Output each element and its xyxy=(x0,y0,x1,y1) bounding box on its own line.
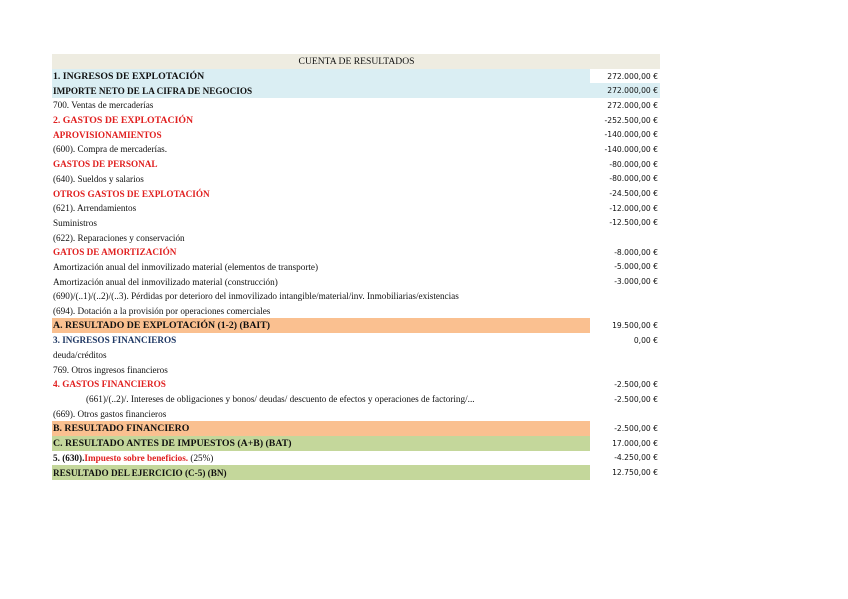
row-value xyxy=(590,304,660,319)
row-value xyxy=(590,348,660,363)
table-row xyxy=(52,216,660,231)
row-value: -2.500,00 € xyxy=(614,424,658,434)
income-statement-table xyxy=(52,54,660,480)
row-value: -8.000,00 € xyxy=(614,247,658,257)
table-row xyxy=(52,465,660,480)
row-label: C. RESULTADO ANTES DE IMPUESTOS (A+B) (BAT) xyxy=(52,436,590,451)
row-value xyxy=(590,230,660,245)
table-title: CUENTA DE RESULTADOS xyxy=(52,54,660,69)
row-label: 769. Otros ingresos financieros xyxy=(53,364,168,375)
row-label: (621). Arrendamientos xyxy=(53,203,137,214)
row-value: -3.000,00 € xyxy=(614,277,658,287)
table-row xyxy=(52,274,660,289)
table-row xyxy=(52,230,660,245)
table-title-row xyxy=(52,54,660,69)
row-value: 272.000,00 € xyxy=(590,83,660,98)
row-label: (661)/(..2)/. Intereses de obligaciones y bonos/ deudas/ descuento de efectos y operaciones de factoring/... xyxy=(86,394,475,405)
row-label: B. RESULTADO FINANCIERO xyxy=(52,421,590,436)
row-value: -12.500,00 € xyxy=(609,218,658,228)
row-value: 17.000,00 € xyxy=(612,438,658,448)
row-label: (622). Reparaciones y conservación xyxy=(53,232,185,243)
table-row xyxy=(52,348,660,363)
row-label: IMPORTE NETO DE LA CIFRA DE NEGOCIOS xyxy=(52,83,590,98)
table-row xyxy=(52,318,660,333)
row-label: A. RESULTADO DE EXPLOTACIÓN (1-2) (BAIT) xyxy=(52,318,590,333)
row-value xyxy=(590,289,660,304)
table-row xyxy=(52,421,660,436)
table-row xyxy=(52,304,660,319)
row-value: -12.000,00 € xyxy=(609,203,658,213)
row-value: -252.500,00 € xyxy=(604,115,658,125)
table-row xyxy=(52,333,660,348)
row-label: 1. INGRESOS DE EXPLOTACIÓN xyxy=(52,69,590,84)
row-value: -2.500,00 € xyxy=(614,394,658,404)
table-row xyxy=(52,186,660,201)
row-value: -140.000,00 € xyxy=(604,144,658,154)
table-row xyxy=(52,451,660,466)
row-label: GASTOS DE PERSONAL xyxy=(53,159,158,170)
row-label: OTROS GASTOS DE EXPLOTACIÓN xyxy=(53,188,210,199)
table-row xyxy=(52,407,660,422)
row-label: (600). Compra de mercaderías. xyxy=(53,144,168,155)
row-label: (690)/(..1)/(..2)/(..3). Pérdidas por deterioro del inmovilizado intangible/material/inv. Inmobiliarias/existencias xyxy=(53,291,459,302)
table-row xyxy=(52,127,660,142)
table-row xyxy=(52,377,660,392)
row-label-suffix: (25%) xyxy=(188,452,214,463)
row-value: 272.000,00 € xyxy=(607,71,658,81)
table-row xyxy=(52,157,660,172)
table-row xyxy=(52,392,660,407)
row-label: 2. GASTOS DE EXPLOTACIÓN xyxy=(53,114,194,126)
table-row xyxy=(52,436,660,451)
row-label: 700. Ventas de mercaderías xyxy=(53,100,154,111)
row-value xyxy=(590,407,660,422)
row-label-prefix: 5. (630). xyxy=(53,452,85,463)
row-label: Amortización anual del inmovilizado material (construcción) xyxy=(53,276,278,287)
table-row xyxy=(52,362,660,377)
row-label xyxy=(52,451,590,466)
row-value: 272.000,00 € xyxy=(607,100,658,110)
row-value: -140.000,00 € xyxy=(604,130,658,140)
row-label-highlight: Impuesto sobre beneficios. xyxy=(84,452,189,463)
table-row xyxy=(52,172,660,187)
row-label: (669). Otros gastos financieros xyxy=(53,408,167,419)
table-row xyxy=(52,83,660,98)
row-label: deuda/créditos xyxy=(53,350,107,361)
row-value: -24.500,00 € xyxy=(609,189,658,199)
row-label: 3. INGRESOS FINANCIEROS xyxy=(53,335,177,346)
row-value: -80.000,00 € xyxy=(609,159,658,169)
row-label: GATOS DE AMORTIZACIÓN xyxy=(53,247,177,258)
row-value xyxy=(590,362,660,377)
row-value: 19.500,00 € xyxy=(612,321,658,331)
row-label: 4. GASTOS FINANCIEROS xyxy=(53,379,166,390)
row-value: 12.750,00 € xyxy=(612,468,658,478)
row-label: Suministros xyxy=(53,217,97,228)
table-row xyxy=(52,289,660,304)
row-label: (640). Sueldos y salarios xyxy=(53,173,144,184)
row-label: (694). Dotación a la provisión por operaciones comerciales xyxy=(53,306,271,317)
table-row xyxy=(52,113,660,128)
row-value: 0,00 € xyxy=(633,335,658,345)
table-row xyxy=(52,98,660,113)
row-value: -4.250,00 € xyxy=(614,453,658,463)
row-label: Amortización anual del inmovilizado material (elementos de transporte) xyxy=(53,261,319,272)
row-label: APROVISIONAMIENTOS xyxy=(53,129,162,140)
table-row xyxy=(52,142,660,157)
table-row xyxy=(52,245,660,260)
row-label: RESULTADO DEL EJERCICIO (C-5) (BN) xyxy=(52,465,590,480)
table-row xyxy=(52,260,660,275)
table-row xyxy=(52,69,660,84)
row-value: -5.000,00 € xyxy=(614,262,658,272)
table-row xyxy=(52,201,660,216)
row-value: -2.500,00 € xyxy=(614,379,658,389)
row-value: -80.000,00 € xyxy=(609,174,658,184)
